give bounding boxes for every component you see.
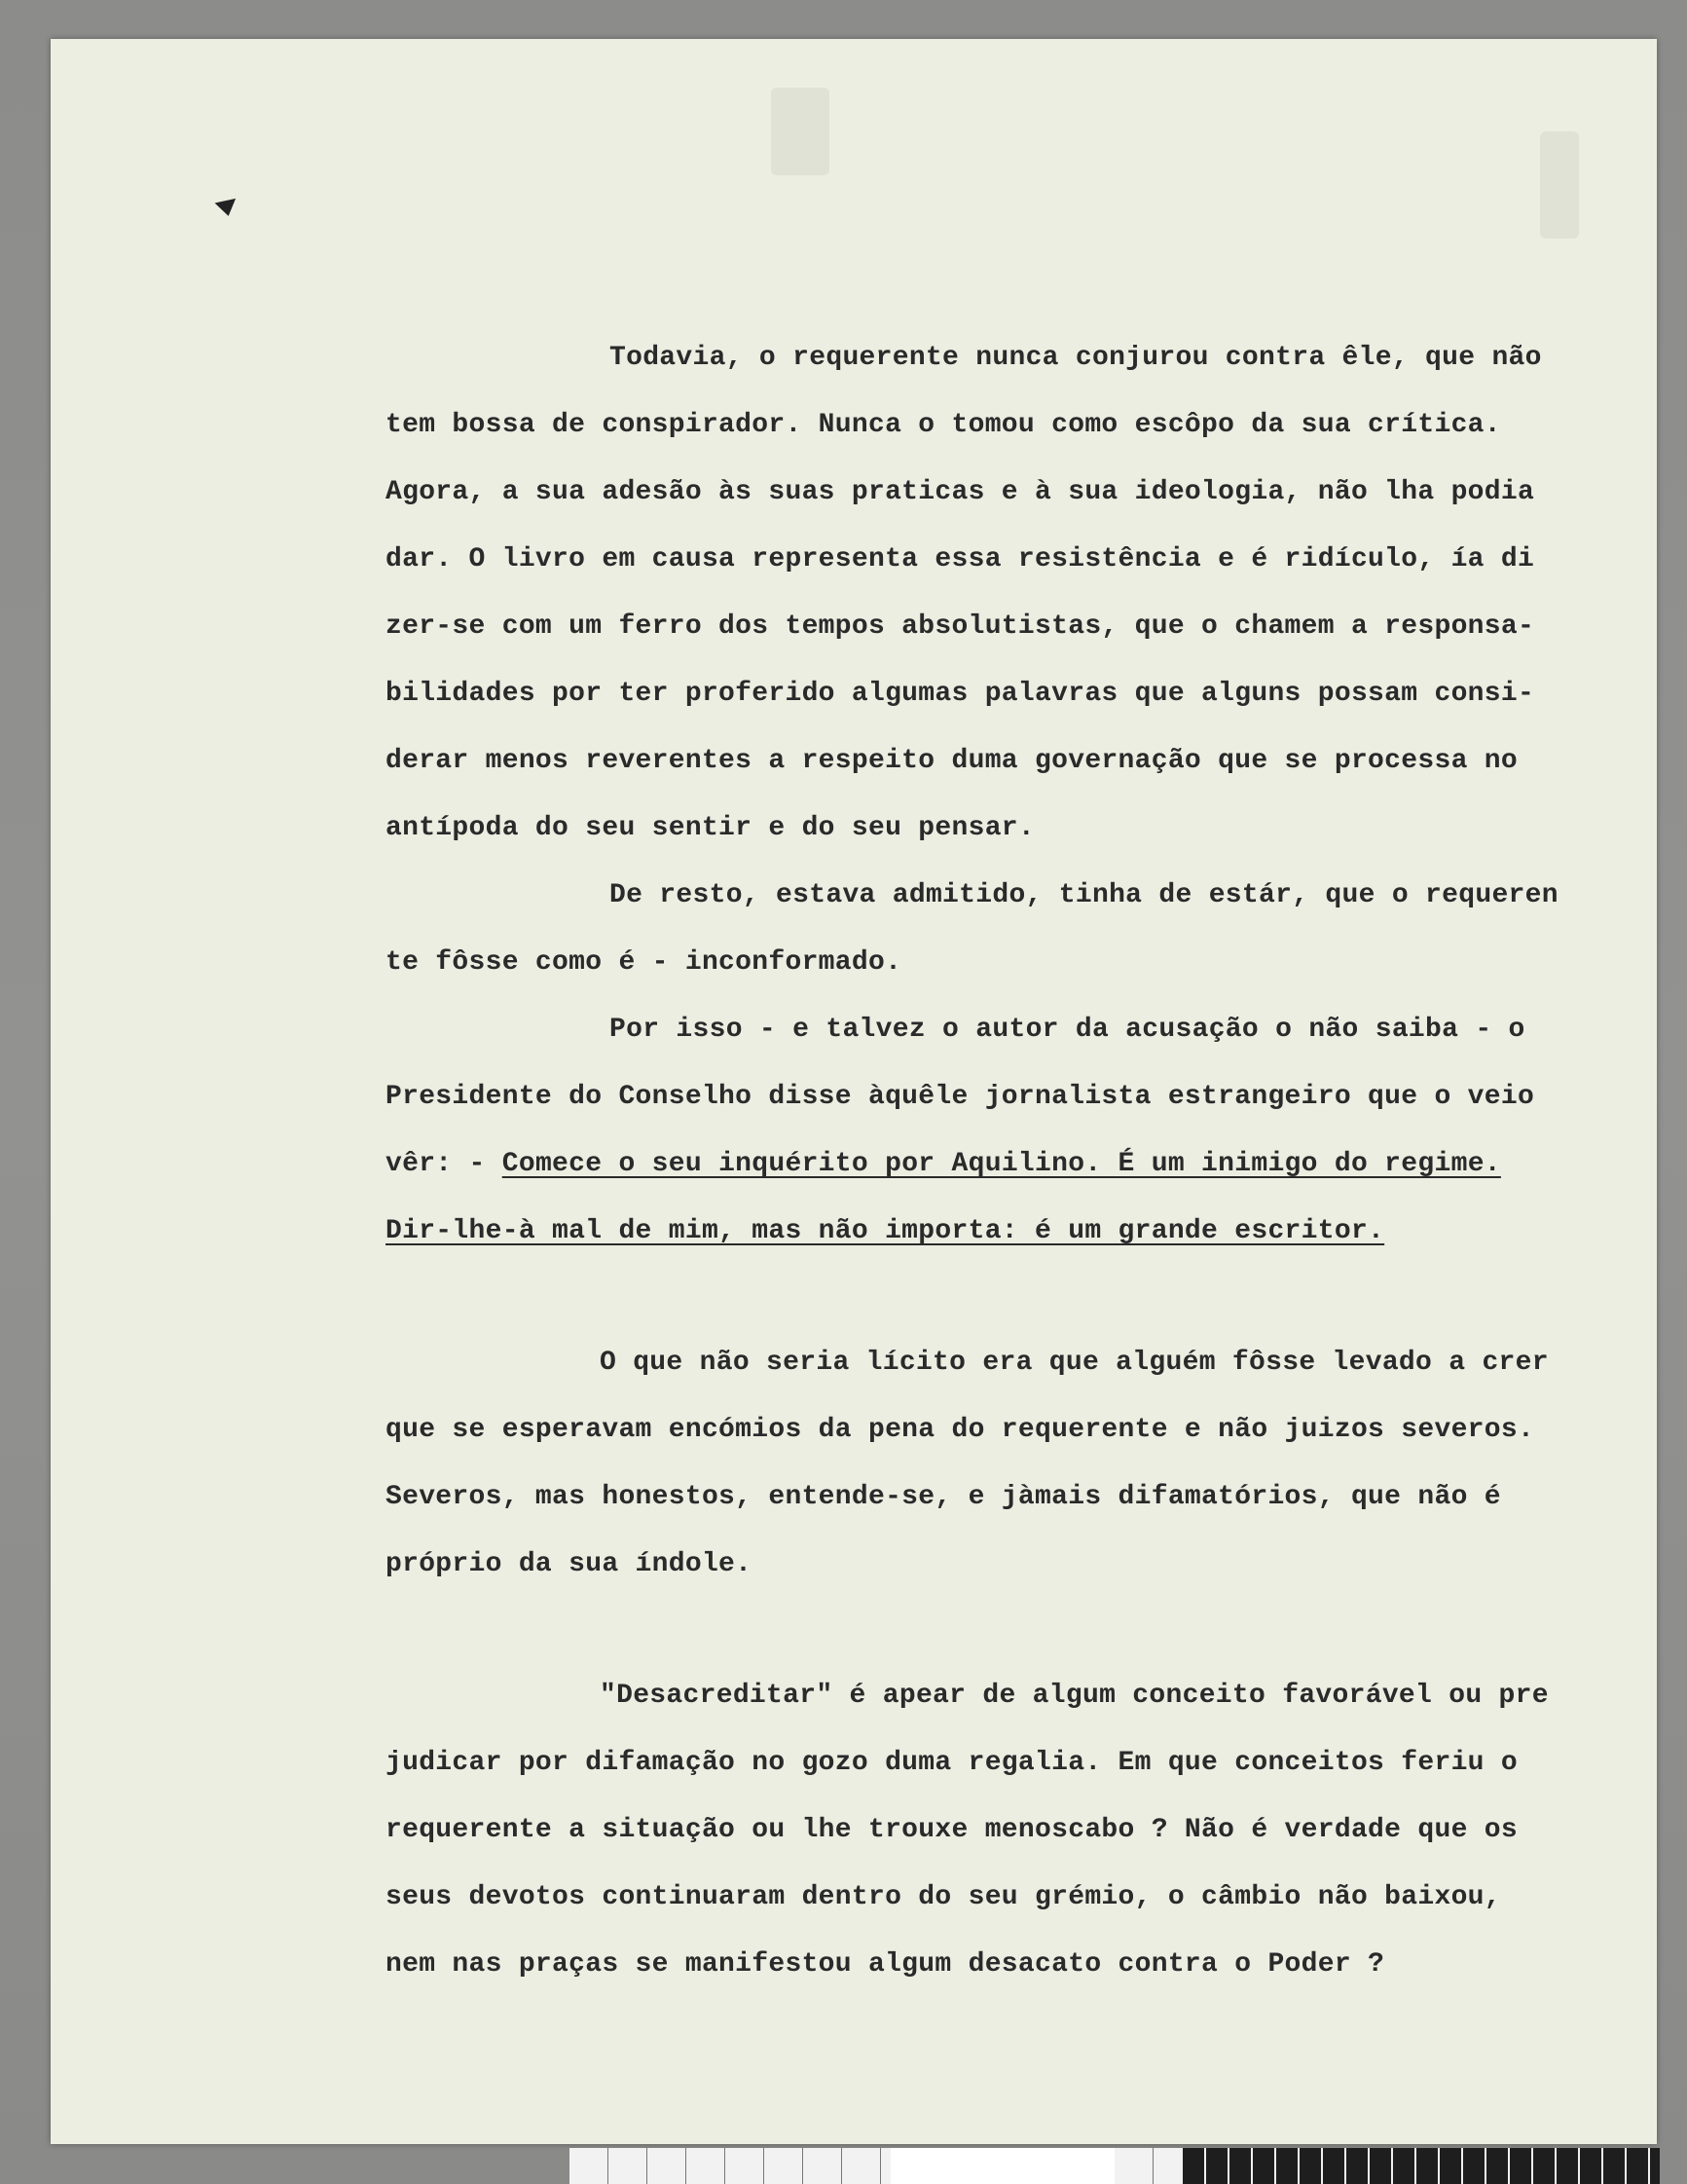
paragraph-3 bbox=[385, 996, 1540, 1265]
text-line: Severos, mas honestos, entende-se, e jàmais difamatórios, que não é bbox=[385, 1482, 1501, 1512]
text-line: judicar por difamação no gozo duma regalia. Em que conceitos feriu o bbox=[385, 1748, 1518, 1778]
text-line bbox=[385, 1130, 1540, 1198]
ruler-tick bbox=[764, 2148, 803, 2184]
ruler-dark-block bbox=[1183, 2148, 1660, 2184]
underlined-quote: Comece o seu inquérito por Aquilino. É um inimigo do regime. bbox=[501, 1149, 1501, 1179]
underlined-quote: Dir-lhe-à mal de mim, mas não importa: é um grande escritor. bbox=[385, 1216, 1385, 1246]
paragraph-1 bbox=[385, 324, 1540, 862]
text-line: requerente a situação ou lhe trouxe menoscabo ? Não é verdade que os bbox=[385, 1815, 1518, 1845]
text-line: Todavia, o requerente nunca conjurou contra êle, que não bbox=[609, 343, 1542, 373]
text-line: bilidades por ter proferido algumas palavras que alguns possam consi- bbox=[385, 679, 1535, 709]
paragraph-2 bbox=[385, 862, 1559, 996]
text-line: te fôsse como é - inconformado. bbox=[385, 947, 902, 978]
stamp-shadow bbox=[771, 88, 829, 175]
ruler-tick bbox=[1115, 2148, 1154, 2184]
text-line: derar menos reverentes a respeito duma governação que se processa no bbox=[385, 746, 1518, 776]
paragraph-spacer bbox=[385, 1598, 1540, 1662]
text-line: próprio da sua índole. bbox=[385, 1549, 752, 1579]
text-line: antípoda do seu sentir e do seu pensar. bbox=[385, 813, 1036, 843]
text-line: tem bossa de conspirador. Nunca o tomou como escôpo da sua crítica. bbox=[385, 410, 1501, 440]
text-line: Presidente do Conselho disse àquêle jornalista estrangeiro que o veio bbox=[385, 1082, 1535, 1112]
text-line: que se esperavam encómios da pena do requerente e não juizos severos. bbox=[385, 1415, 1535, 1445]
ruler-tick bbox=[803, 2148, 842, 2184]
ruler-tick bbox=[569, 2148, 608, 2184]
text-line: Por isso - e talvez o autor da acusação o não saiba - o bbox=[609, 1015, 1525, 1045]
text-fragment: vêr: - bbox=[385, 1149, 502, 1179]
paragraph-5 bbox=[385, 1662, 1549, 1998]
text-line: O que não seria lícito era que alguém fôsse levado a crer bbox=[600, 1348, 1549, 1378]
paragraph-spacer bbox=[385, 1265, 1540, 1329]
ruler-tick bbox=[686, 2148, 725, 2184]
text-line: dar. O livro em causa representa essa resistência e é ridículo, ía di bbox=[385, 544, 1535, 574]
text-line: zer-se com um ferro dos tempos absolutistas, que o chamem a responsa- bbox=[385, 611, 1535, 642]
ruler-tick bbox=[647, 2148, 686, 2184]
ruler-tick bbox=[842, 2148, 881, 2184]
paragraph-4 bbox=[385, 1329, 1549, 1598]
text-line: nem nas praças se manifestou algum desacato contra o Poder ? bbox=[385, 1949, 1385, 1980]
ruler-tick bbox=[725, 2148, 764, 2184]
ruler-white-block bbox=[891, 2148, 1115, 2184]
text-line: seus devotos continuaram dentro do seu grémio, o câmbio não baixou, bbox=[385, 1882, 1501, 1912]
text-line: Agora, a sua adesão às suas praticas e à sua ideologia, não lha podia bbox=[385, 477, 1535, 507]
text-line: "Desacreditar" é apear de algum conceito favorável ou pre bbox=[600, 1681, 1549, 1711]
typewritten-text bbox=[385, 324, 1559, 1998]
scan-ruler bbox=[569, 2148, 1660, 2184]
ruler-tick bbox=[608, 2148, 647, 2184]
text-line: De resto, estava admitido, tinha de estár, que o requeren bbox=[609, 880, 1559, 910]
bleed-through-mark bbox=[1540, 131, 1579, 239]
